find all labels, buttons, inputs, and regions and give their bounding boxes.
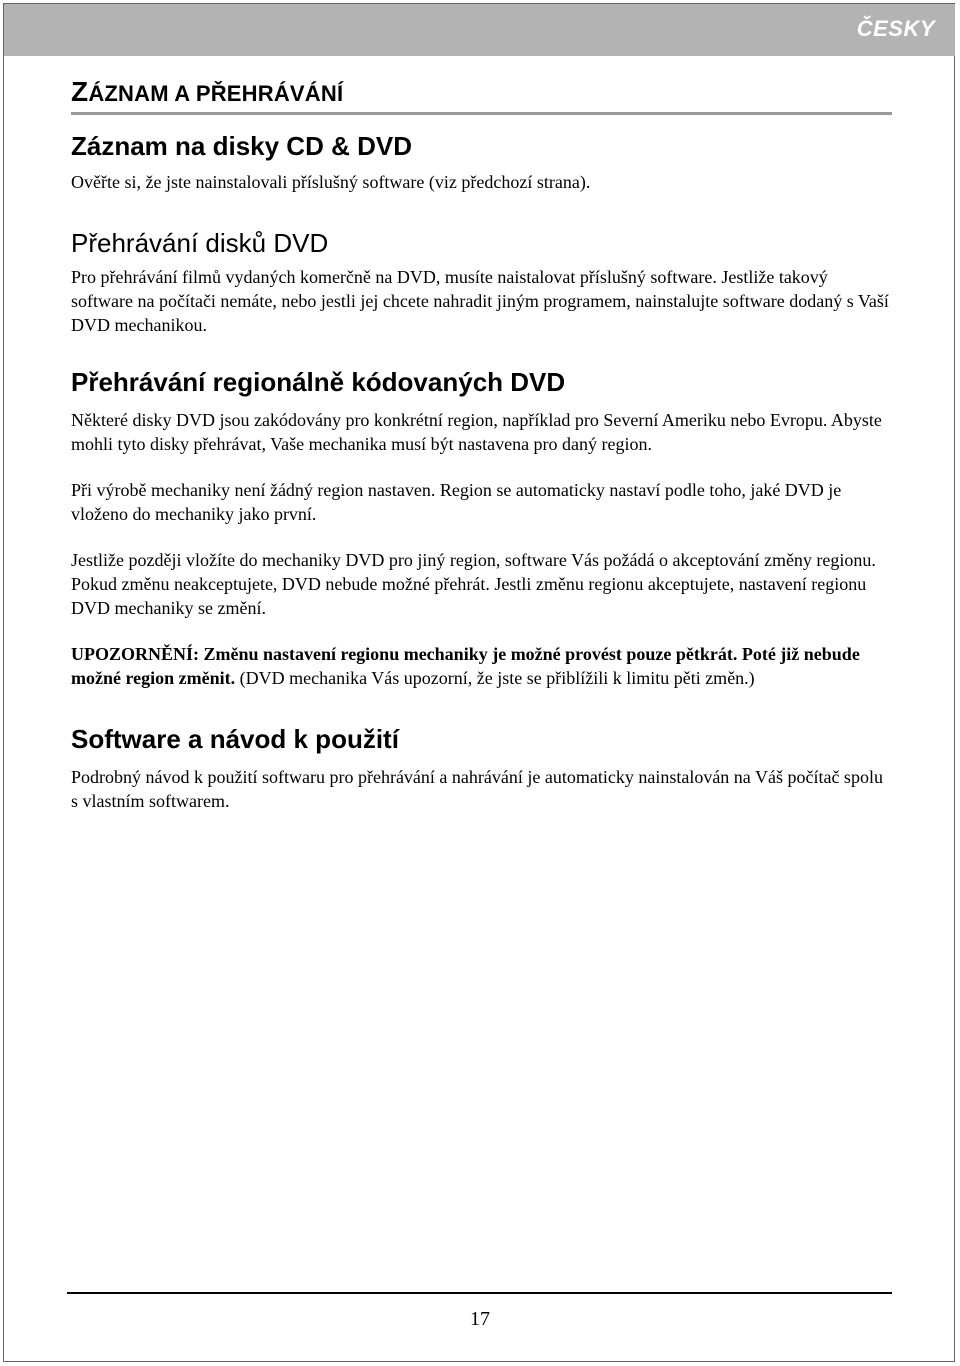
regional-warning xyxy=(71,642,892,690)
section-text-recording: Ověřte si, že jste nainstalovali příslušný software (viz předchozí strana). xyxy=(71,172,591,192)
regional-paragraph-2: Při výrobě mechaniky není žádný region nastaven. Region se automaticky nastaví podle toho, jaké DVD je vloženo do mechaniky jako první. xyxy=(71,480,842,524)
section-title-regional-playback: Přehrávání regionálně kódovaných DVD xyxy=(71,367,566,397)
chapter-title-initial: Z xyxy=(71,76,89,107)
chapter-title xyxy=(71,76,892,115)
page-number: 17 xyxy=(470,1308,490,1330)
regional-paragraph-3: Jestliže později vložíte do mechaniky DVD pro jiný region, software Vás požádá o akceptování změny regionu. Pokud změnu neakceptujete, DVD nebude možné přehrát. Jestli změnu regionu akceptujete, nastavení regionu DVD mechaniky se změní. xyxy=(71,550,876,618)
regional-warning-bold: UPOZORNĚNÍ: Změnu nastavení regionu mechaniky je možné provést pouze pětkrát. Poté již nebude možné region změnit. xyxy=(71,644,860,688)
footer-divider xyxy=(67,1292,892,1294)
page-content xyxy=(71,76,892,813)
language-label: ČESKY xyxy=(856,16,935,41)
section-title-dvd-playback: Přehrávání disků DVD xyxy=(71,228,329,258)
chapter-title-rest: ÁZNAM A PŘEHRÁVÁNÍ xyxy=(88,81,344,106)
section-title-recording: Záznam na disky CD & DVD xyxy=(71,131,412,161)
section-text-software-manual: Podrobný návod k použití softwaru pro přehrávání a nahrávání je automaticky nainstalován na Váš počítač spolu s vlastním softwarem. xyxy=(71,767,883,811)
regional-warning-rest: (DVD mechanika Vás upozorní, že jste se přiblížili k limitu pěti změn.) xyxy=(235,668,755,688)
header-band xyxy=(4,4,955,56)
regional-paragraph-1: Některé disky DVD jsou zakódovány pro konkrétní region, například pro Severní Ameriku nebo Evropu. Abyste mohli tyto disky přehrávat, Vaše mechanika musí být nastavena pro daný region. xyxy=(71,410,882,454)
section-title-software-manual: Software a návod k použití xyxy=(71,724,399,754)
section-text-dvd-playback: Pro přehrávání filmů vydaných komerčně na DVD, musíte naistalovat příslušný software. Jestliže takový software na počítači nemáte, nebo jestli jej chcete nahradit jiným programem, nainstalujte software dodaný s Vaší DVD mechanikou. xyxy=(71,267,889,335)
